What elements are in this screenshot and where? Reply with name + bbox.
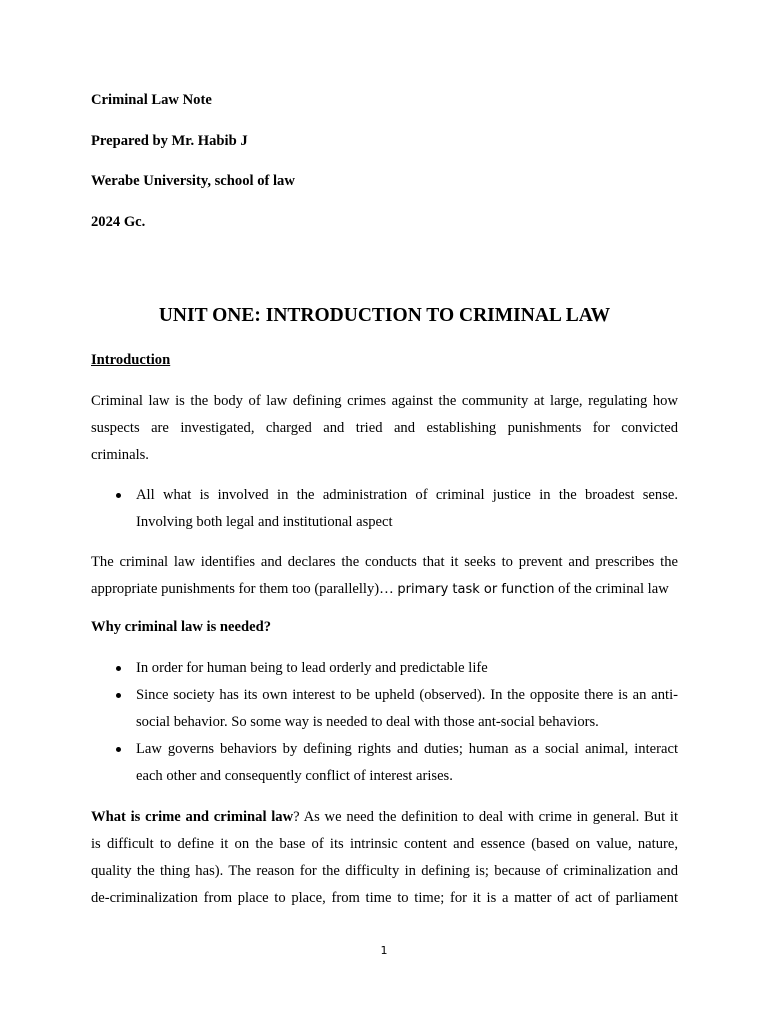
bullet-icon [116,493,121,498]
definition-paragraph [91,804,678,912]
intro-line-2: suspects are investigated, charged and tried and establishing punishments for convicted [91,420,678,436]
page-number: 1 [380,944,388,957]
definition-line-1 [91,804,678,831]
definition-line-4: de-criminalization from place to place, from time to time; for it is a matter of act of parliament [91,890,678,906]
intro-line-3: criminals. [91,447,149,463]
bullet-line: Involving both legal and institutional aspect [136,514,393,530]
purpose-text-end: of the criminal law [558,581,669,597]
primary-task-phrase: primary task or function [397,582,555,597]
why-heading: Why criminal law is needed? [91,619,271,635]
doc-title: Criminal Law Note [91,92,212,108]
bullet-line: each other and consequently conflict of interest arises. [136,768,453,784]
bullet-line: Since society has its own interest to be upheld (observed). In the opposite there is an anti- [136,687,678,703]
bullet-icon [116,693,121,698]
list-item [91,482,678,536]
author-line: Prepared by Mr. Habib J [91,133,248,149]
definition-text: ? As we need the definition to deal with crime in general. But it [293,809,678,825]
purpose-line-1: The criminal law identifies and declares the conducts that it seeks to prevent and prescribes the [91,554,678,570]
definition-lead: What is crime and criminal law [91,809,294,825]
bullet-line: social behavior. So some way is needed to deal with those ant-social behaviors. [136,714,599,730]
purpose-line-2 [91,576,678,603]
bullet-line: In order for human being to lead orderly and predictable life [136,660,488,676]
bullet-icon [116,747,121,752]
definition-line-2: is difficult to define it on the base of its intrinsic content and essence (based on value, nature, [91,836,678,852]
purpose-text: appropriate punishments for them too (parallelly)… [91,581,394,597]
institution-line: Werabe University, school of law [91,173,295,189]
definition-line-3: quality the thing has). The reason for the difficulty in defining is; because of criminalization and [91,863,678,879]
list-item [91,682,678,736]
unit-title: UNIT ONE: INTRODUCTION TO CRIMINAL LAW [158,305,611,326]
why-bullet-list [91,655,678,790]
purpose-paragraph [91,549,678,603]
intro-paragraph [91,388,678,469]
bullet-icon [116,666,121,671]
intro-line-1: Criminal law is the body of law defining crimes against the community at large, regulating how [91,393,678,409]
bullet-line: Law governs behaviors by defining rights and duties; human as a social animal, interact [136,741,678,757]
year-line: 2024 Gc. [91,214,146,230]
intro-heading: Introduction [91,352,171,368]
list-item [91,655,678,682]
bullet-line: All what is involved in the administration of criminal justice in the broadest sense. [136,487,678,503]
intro-bullet-list [91,482,678,536]
list-item [91,736,678,790]
